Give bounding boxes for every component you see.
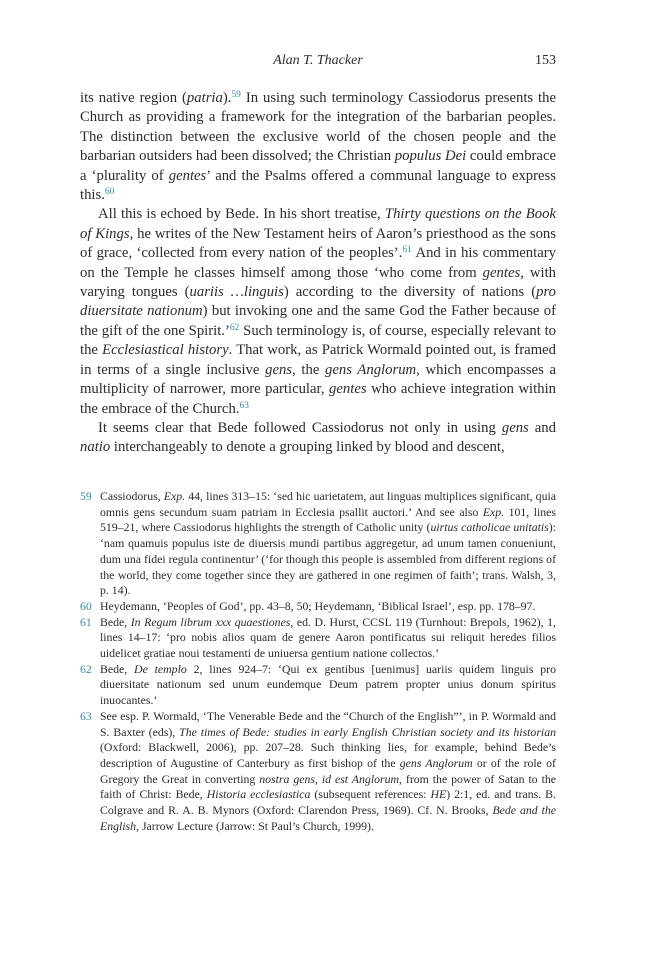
body-text [80,89,556,458]
text-run: or of the role of Gregory the Great in converting [100,755,556,786]
italic-run: patria [186,90,223,106]
text-run: Bede, [100,661,135,676]
text-run: , Jarrow Lecture (Jarrow: St Paul’s Church, 1999). [136,818,374,833]
footnote [80,489,556,599]
footnote-text [100,709,556,833]
text-run: ) 2:1, ed. and trans. B. Colgrave and R. A. B. Mynors (Oxford: Clarendon Press, 1969). Cf. N. Brooks, [100,787,556,818]
italic-run: gentes [168,167,207,184]
italic-run: uirtus catholicae unitatis [430,520,549,535]
text-run: See esp. P. Wormald, ‘The Venerable Bede and the “Church of the English”’, in P. Wormald and S. Baxter (eds), [100,708,556,739]
italic-run: uariis …linguis [189,284,284,301]
footnotes [80,489,556,834]
footnote-text [100,615,556,660]
footnote-ref: 61 [402,245,412,256]
text-run: ’ and the Psalms offered a communal language to express this. [80,167,556,204]
footnote [80,662,556,709]
text-run: and [528,419,556,436]
footnote-number: 62 [80,661,92,676]
page-number: 153 [535,53,556,68]
italic-run: Ecclesiastical history [102,342,229,359]
text-run: ) according to the diversity of nations ( [283,284,537,301]
italic-run: Thirty questions on the Book of Kings [80,206,556,242]
footnote [80,615,556,662]
italic-run: gens [501,419,529,436]
italic-run: populus Dei [394,148,467,165]
italic-run: gens Anglorum [325,361,417,378]
footnote-text [100,662,556,707]
italic-run: De templo [134,661,187,676]
footnote-ref: 62 [229,322,240,333]
italic-run: Historia ecclesiastica [206,787,311,802]
italic-run: nostra gens, id est Anglorum [259,771,399,786]
text-run: could embrace a ‘plurality of [80,148,556,184]
text-run: In using such terminology Cassiodorus presents the Church as providing a framework for the integration of the barbarian peoples. The distinction between the exclusive world of the chosen people and the barbarian outsiders had been dissolved; the Christian [80,90,556,165]
italic-run: gens Anglorum [399,755,473,770]
text-run: Bede, [100,614,131,629]
running-head [80,51,556,71]
text-run: Cassiodorus, [100,489,164,503]
text-run: ): ‘nam quamuis populus iste de diuersis mundi partibus aggregetur, ad unum tamen conueniunt, dum una fidei regula continentur’ (‘for though this people is assembled from different regions of the world, they come together since they are gathered in one regimen of faith’; trans. Walsh, 3, p. 14). [100,520,557,598]
footnote-ref: 63 [239,400,249,411]
italic-run: Exp. [482,504,505,519]
body-paragraph [80,205,556,418]
text-run: ) but invoking one and the same God the Father because of the gift of the one Spirit.’ [80,303,556,339]
text-run: , with varying tongues ( [80,264,556,301]
footnote-number: 61 [80,614,92,629]
text-run: , which encompasses a multiplicity of narrower, more particular, [80,361,557,398]
footnote-number: 60 [80,598,92,613]
text-run: , ed. D. Hurst, CCSL 119 (Turnhout: Brepols, 1962), 1, lines 14–17: ‘pro nobis alios quam de genere Aaron pontificatus sui reliquit heredes filios uidelicet gratiae noui testamenti de uniuersa gentium natione collectos.’ [100,614,556,661]
italic-run: Exp. [163,489,186,503]
italic-run: gens [265,361,293,378]
italic-run: HE [430,787,447,802]
text-run: Heydemann, ‘Peoples of God’, pp. 43–8, 50; Heydemann, ‘Biblical Israel’, esp. pp. 178–97. [100,598,536,613]
text-run: All this is echoed by Bede. In his short treatise, [98,206,385,223]
footnote [80,709,556,835]
italic-run: The times of Bede: studies in early English Christian society and its historian [179,724,556,739]
text-run: And in his commentary on the Temple he classes himself among those ‘who come from [80,245,556,281]
footnote-number: 63 [80,708,92,723]
text-run: 101, lines 519–21, where Cassiodorus highlights the strength of Catholic unity ( [100,504,556,535]
italic-run: pro diuersitate nationum [80,284,556,320]
text-run: its native region ( [80,90,187,106]
text-run: 2, lines 924–7: ‘Qui ex gentibus [uenimus] uariis quidem linguis pro diuersitate nationum sed unum eundemque Deum patrem propter unius donum spiritus inuocantes.’ [100,661,556,708]
body-paragraph [80,89,556,205]
text-run: (Oxford: Blackwell, 2006), pp. 207–28. Such thinking lies, for example, behind Bede’s description of Augustine of Canterbury as first bishop of the [100,740,556,770]
italic-run: gentes [482,264,521,281]
text-run: 44, lines 313–15: ‘sed hic uarietatem, aut linguas multiplices significant, quia omnis gens secundum suam patriam in Ecclesia psallit auctori.’ And see also [100,489,556,519]
italic-run: In Regum librum xxx quaestiones [130,614,291,629]
footnote-ref: 59 [231,90,241,100]
text-run: , the [292,361,326,378]
footnote-text [100,489,556,597]
footnote [80,599,556,615]
body-paragraph [80,419,556,458]
footnote-text [100,599,535,613]
running-head-author: Alan T. Thacker [273,53,363,68]
text-run: , from the power of Satan to the faith of Christ: Bede, [100,771,556,802]
text-run: . That work, as Patrick Wormald pointed out, is framed in terms of a single inclusive [80,342,556,378]
text-run: , he writes of the New Testament heirs of Aaron’s priesthood as the sons of grace, ‘collected from every nation of the peoples’. [80,225,556,262]
footnote-number: 59 [80,489,92,503]
text-run: Such terminology is, of course, especially relevant to the [80,322,556,359]
italic-run: gentes [329,381,367,398]
text-run: interchangeably to denote a grouping linked by blood and descent, [110,439,505,456]
text-run: who achieve integration within the embrace of the Church. [80,381,556,417]
italic-run: natio [80,439,111,456]
text-run: (subsequent references: [310,787,431,802]
italic-run: Bede and the English [100,803,556,833]
text-run: ). [222,90,232,106]
footnote-ref: 60 [104,187,115,198]
text-run: It seems clear that Bede followed Cassiodorus not only in using [98,419,502,436]
